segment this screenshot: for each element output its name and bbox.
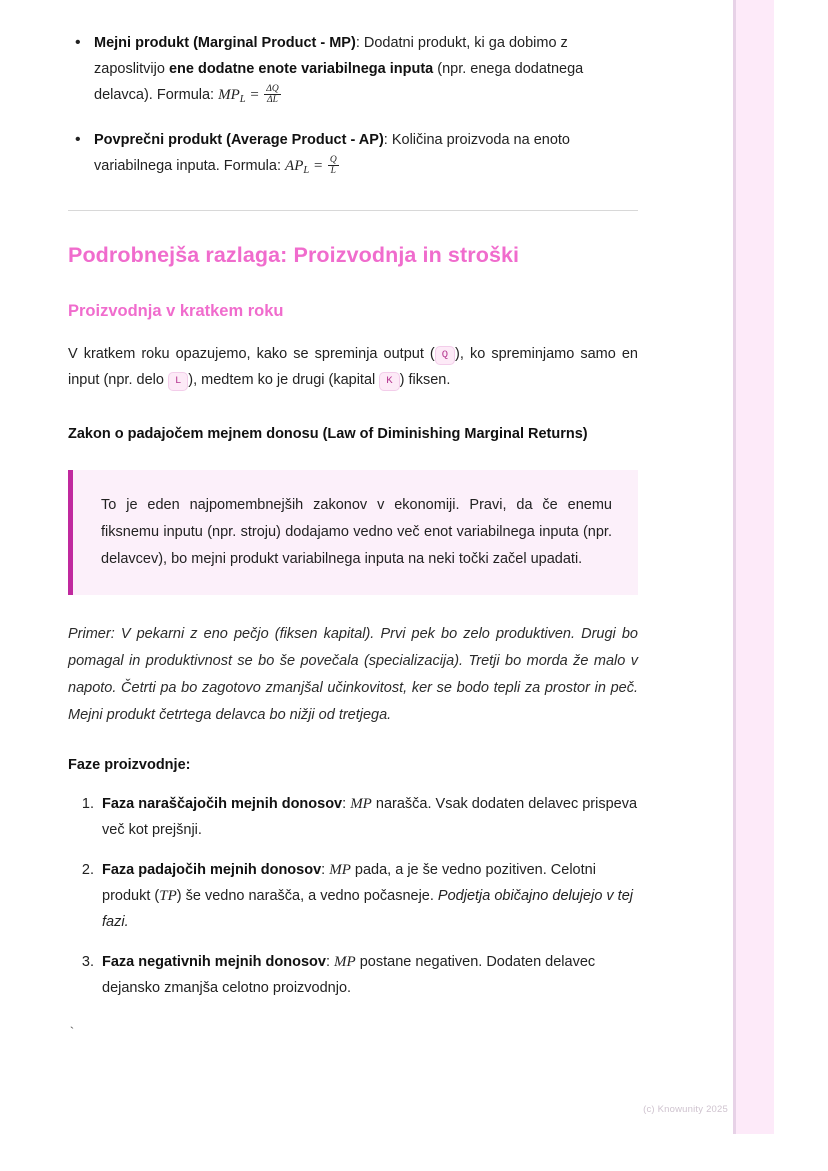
term-text-a: : Količina proizvoda na enoto variabilnega inputa. Formula: xyxy=(94,131,570,174)
intro-part-3: ), medtem ko je drugi (kapital xyxy=(188,371,380,388)
phase-math-2: TP xyxy=(159,887,177,904)
phase-italic-tail: Podjetja običajno delujejo v tej fazi. xyxy=(102,887,633,930)
code-chip-q: Q xyxy=(435,346,455,365)
law-heading: Zakon o padajočem mejnem donosu (Law of Diminishing Marginal Returns) xyxy=(68,425,588,442)
phases-label: Faze proizvodnje: xyxy=(68,756,191,773)
intro-paragraph xyxy=(68,341,638,393)
phase-sep: : xyxy=(342,795,351,812)
code-chip-k: K xyxy=(379,372,399,391)
fraction-denominator: ΔL xyxy=(264,94,280,105)
formula-base: MP xyxy=(218,87,240,103)
stray-backtick: ` xyxy=(68,1024,76,1040)
code-chip-l: L xyxy=(168,372,188,391)
formula-equals: = xyxy=(245,87,264,103)
phase-term: Faza naraščajočih mejnih donosov xyxy=(102,795,343,812)
phase-term: Faza negativnih mejnih donosov xyxy=(102,953,326,970)
example-paragraph: Primer: V pekarni z eno pečjo (fiksen kapital). Prvi pek bo zelo produktiven. Drugi bo pomagal in produktivnost se bo še povečala (specializacija). Tretji bo morda že malo v napoto. Četrti pa bo zagotovo zmanjšal učinkovitost, ker se bodo tepli za prostor in peč. Mejni produkt četrtega delavca bo nižji od tretjega. xyxy=(68,625,638,723)
phase-math-1: MP xyxy=(334,953,356,970)
section-divider xyxy=(68,210,638,211)
phase-term: Faza padajočih mejnih donosov xyxy=(102,861,322,878)
phase-text-1: narašča. Vsak dodaten delavec prispeva več kot prejšnji. xyxy=(102,795,638,838)
definition-list xyxy=(68,30,638,184)
phase-sep: : xyxy=(325,953,335,970)
phases-list xyxy=(68,791,638,1001)
intro-part-2: ), ko spreminjamo samo en input (npr. delo xyxy=(68,345,638,388)
subsection-title: Proizvodnja v kratkem roku xyxy=(68,301,284,320)
list-item xyxy=(98,791,638,843)
formula-mp xyxy=(218,83,282,106)
phase-text-1: pada, a je še vedno pozitiven. Celotni produkt ( xyxy=(102,861,596,904)
document-content xyxy=(68,30,638,1040)
term-text-a: : Dodatni produkt, ki ga dobimo z zaposlitvijo xyxy=(94,35,568,77)
callout-box xyxy=(68,470,638,595)
phase-text-2: ) še vedno narašča, a vedno počasneje. xyxy=(176,887,438,904)
list-item xyxy=(98,857,638,935)
fraction-numerator: Q xyxy=(329,154,337,165)
term-label: Povprečni produkt (Average Product - AP) xyxy=(94,131,384,148)
formula-equals: = xyxy=(309,157,327,174)
formula-base: AP xyxy=(285,157,304,174)
formula-fraction xyxy=(264,84,280,106)
callout-text: To je eden najpomembnejših zakonov v ekonomiji. Pravi, da če enemu fiksnemu inputu (npr. stroju) dodajamo vedno več enot variabilnega inputa (npr. delavcev), bo mejni produkt variabilnega inputa na neki točki začel upadati. xyxy=(101,496,612,567)
phase-math-1: MP xyxy=(350,795,372,812)
fraction-numerator: ΔQ xyxy=(266,83,279,94)
fraction-denominator: L xyxy=(328,165,339,176)
phase-text-1: postane negativen. Dodaten delavec dejansko zmanjša celotno proizvodnjo. xyxy=(102,953,596,996)
phase-math-1: MP xyxy=(329,861,351,878)
term-text-b: (npr. enega dodatnega delavca). Formula: xyxy=(94,61,584,103)
footer-copyright: (c) Knowunity 2025 xyxy=(643,1104,728,1115)
formula-ap xyxy=(285,154,340,176)
formula-subscript: L xyxy=(239,93,246,105)
list-item xyxy=(94,127,638,184)
term-emphasis: ene dodatne enote variabilnega inputa xyxy=(168,61,434,77)
formula-fraction xyxy=(328,155,339,177)
list-item xyxy=(98,949,638,1001)
page-side-stripe xyxy=(736,0,774,1134)
page-title: Podrobnejša razlaga: Proizvodnja in stroški xyxy=(68,242,520,267)
formula-subscript: L xyxy=(303,164,310,176)
intro-part-1: V kratkem roku opazujemo, kako se spreminja output ( xyxy=(68,345,435,362)
intro-part-4: ) fiksen. xyxy=(399,371,451,388)
phase-sep: : xyxy=(321,861,330,878)
term-label: Mejni produkt (Marginal Product - MP) xyxy=(94,35,356,51)
list-item xyxy=(94,30,638,113)
